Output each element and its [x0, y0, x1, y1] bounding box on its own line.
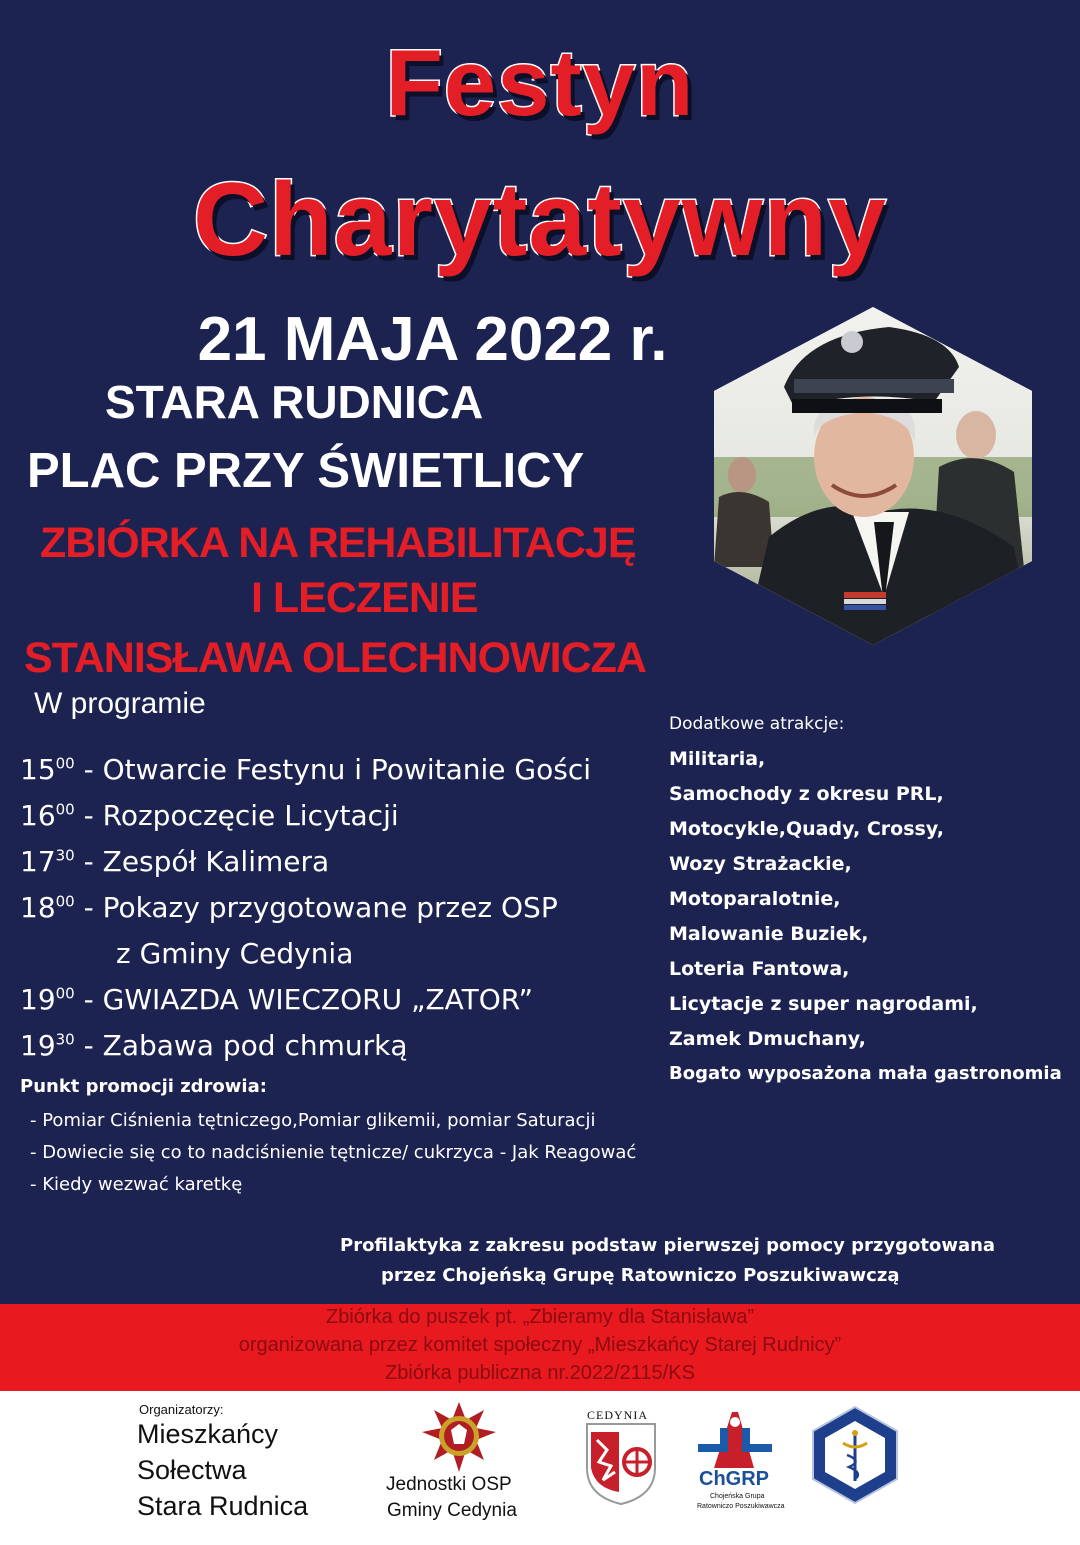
chgrp-sub-line: Ratowniczo Poszukiwawcza — [697, 1503, 785, 1510]
attraction-item: Wozy Strażackie, — [669, 853, 852, 875]
portrait-illustration — [714, 307, 1032, 645]
chgrp-sub-line: Chojeńska Grupa — [710, 1493, 765, 1500]
program-item: $18^{00}$ - Pokazy przygotowane przez OSP — [20, 891, 558, 924]
organizer-name-line: Stara Rudnica — [137, 1491, 309, 1521]
attraction-item: Malowanie Buziek, — [669, 923, 869, 945]
program-item: $16^{00}$ - Rozpoczęcie Licytacji — [20, 799, 399, 832]
collection-line-3: Zbiórka publiczna nr.2022/2115/KS — [385, 1362, 695, 1384]
health-item: - Dowiecie się co to nadciśnienie tętnicze/ cukrzyca - Jak Reagować — [30, 1142, 637, 1163]
portrait-photo — [714, 307, 1032, 645]
attraction-item: Loteria Fantowa, — [669, 958, 850, 980]
cedynia-label: CEDYNIA — [587, 1408, 648, 1422]
attraction-item: Samochody z okresu PRL, — [669, 783, 944, 805]
first-aid-line-1: Profilaktyka z zakresu podstaw pierwszej pomocy przygotowana — [340, 1235, 996, 1256]
attraction-item: Zamek Dmuchany, — [669, 1028, 866, 1050]
organizer-name-line: Mieszkańcy — [137, 1419, 279, 1449]
cause-line-3: STANISŁAWA OLECHNOWICZA — [24, 634, 646, 682]
first-aid-line-2: przez Chojeńską Grupę Ratowniczo Poszukiwawczą — [381, 1265, 900, 1286]
program-heading: W programie — [34, 687, 206, 720]
cause-line-1: ZBIÓRKA NA REHABILITACJĘ — [40, 519, 636, 567]
program-item: $17^{30}$ - Zespół Kalimera — [20, 845, 330, 878]
chgrp-logo-icon — [694, 1408, 776, 1472]
location-line-1: STARA RUDNICA — [105, 376, 484, 428]
program-item: z Gminy Cedynia — [116, 937, 354, 970]
osp-name-line: Jednostki OSP — [386, 1474, 512, 1495]
collection-line-2: organizowana przez komitet społeczny „Mieszkańcy Starej Rudnicy” — [238, 1334, 842, 1356]
health-heading: Punkt promocji zdrowia: — [20, 1076, 267, 1097]
attraction-item: Bogato wyposażona mała gastronomia — [669, 1063, 1062, 1084]
health-item: - Pomiar Ciśnienia tętniczego,Pomiar glikemii, pomiar Saturacji — [30, 1110, 596, 1131]
attraction-item: Motoparalotnie, — [669, 888, 841, 910]
attractions-heading: Dodatkowe atrakcje: — [669, 714, 845, 734]
medical-rescue-icon — [805, 1405, 905, 1505]
cause-line-2: I LECZENIE — [251, 574, 478, 622]
program-item: $15^{00}$ - Otwarcie Festynu i Powitanie Gości — [20, 753, 591, 786]
osp-name-line: Gminy Cedynia — [387, 1500, 517, 1521]
attraction-item: Licytacje z super nagrodami, — [669, 993, 978, 1015]
health-item: - Kiedy wezwać karetkę — [30, 1174, 243, 1195]
osp-emblem-icon — [418, 1400, 500, 1476]
collection-band — [0, 1304, 1080, 1391]
location-line-2: PLAC PRZY ŚWIETLICY — [27, 444, 585, 498]
program-item: $19^{30}$ - Zabawa pod chmurką — [20, 1029, 408, 1062]
attraction-item: Motocykle,Quady, Crossy, — [669, 818, 944, 840]
title-line-1: Festyn — [385, 30, 695, 135]
cedynia-crest-icon — [585, 1422, 657, 1506]
collection-line-1: Zbiórka do puszek pt. „Zbieramy dla Stanisława” — [326, 1306, 754, 1328]
event-date: 21 MAJA 2022 r. — [197, 305, 668, 374]
organizers-label: Organizatorzy: — [139, 1402, 224, 1417]
attraction-item: Militaria, — [669, 748, 766, 770]
chgrp-label: ChGRP — [699, 1468, 769, 1490]
organizer-name-line: Sołectwa — [137, 1455, 247, 1485]
title-line-2: Charytatywny — [193, 162, 887, 278]
program-item: $19^{00}$ - GWIAZDA WIECZORU „ZATOR” — [20, 983, 533, 1016]
